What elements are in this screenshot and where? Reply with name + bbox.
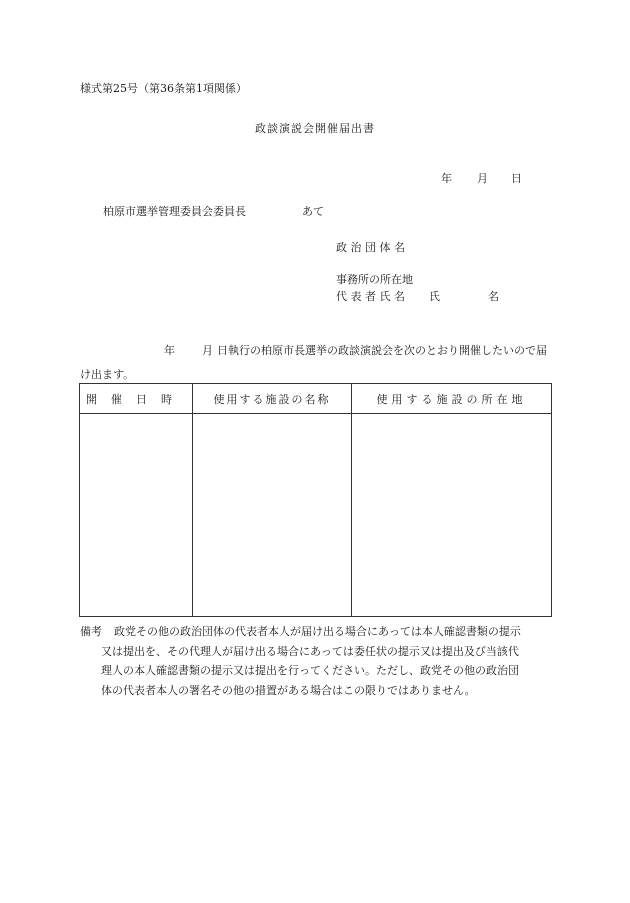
- addressee-name: 柏原市選挙管理委員会委員長: [103, 205, 246, 218]
- cell-datetime[interactable]: [80, 414, 193, 617]
- political-org-name-label: 政 治 団 体 名: [336, 241, 405, 254]
- notification-statement: [80, 339, 555, 387]
- statement-text: 日執行の柏原市長選挙の政談演説会を次のとおり開催したいので届け出ます。: [80, 344, 547, 381]
- cell-facility-name[interactable]: [193, 414, 352, 617]
- document-title: 政談演説会開催届出書: [255, 122, 375, 135]
- date-month-label: 月: [477, 172, 488, 185]
- office-address-label: 事務所の所在地: [336, 273, 413, 286]
- header-facility-name: 使用する施設の名称: [193, 384, 352, 414]
- remarks-line-4: 体の代表者本人の署名その他の措置がある場合はこの限りではありません。: [101, 683, 476, 697]
- name-given-label: 氏: [429, 290, 440, 303]
- representative-name-label: 代 表 者 氏 名: [336, 290, 405, 303]
- statement-month: 月: [202, 344, 213, 357]
- remarks-section: [80, 622, 560, 700]
- date-year-label: 年: [441, 172, 452, 185]
- cell-facility-address[interactable]: [352, 414, 552, 617]
- statement-year: 年: [164, 344, 175, 357]
- remarks-line-2: 又は提出を、その代理人が届け出る場合にあっては委任状の提示又は提出及び当該代: [101, 644, 519, 658]
- table-row: [80, 414, 552, 617]
- date-day-label: 日: [511, 172, 522, 185]
- remarks-label: 備考: [80, 625, 102, 638]
- form-number: 様式第25号（第36条第1項関係）: [80, 82, 247, 95]
- table-header-row: [80, 384, 552, 414]
- remarks-line-3: 理人の本人確認書類の提示又は提出を行ってください。ただし、政党その他の政治団: [101, 664, 519, 677]
- header-datetime: 開催日時: [80, 384, 193, 414]
- name-family-label: 名: [488, 290, 499, 303]
- addressee-suffix: あて: [302, 205, 324, 218]
- header-facility-address: 使用する施設の所在地: [352, 384, 552, 414]
- remarks-line-1: 政党その他の政治団体の代表者本人が届け出る場合にあっては本人確認書類の提示: [114, 625, 521, 638]
- event-table: [79, 383, 551, 617]
